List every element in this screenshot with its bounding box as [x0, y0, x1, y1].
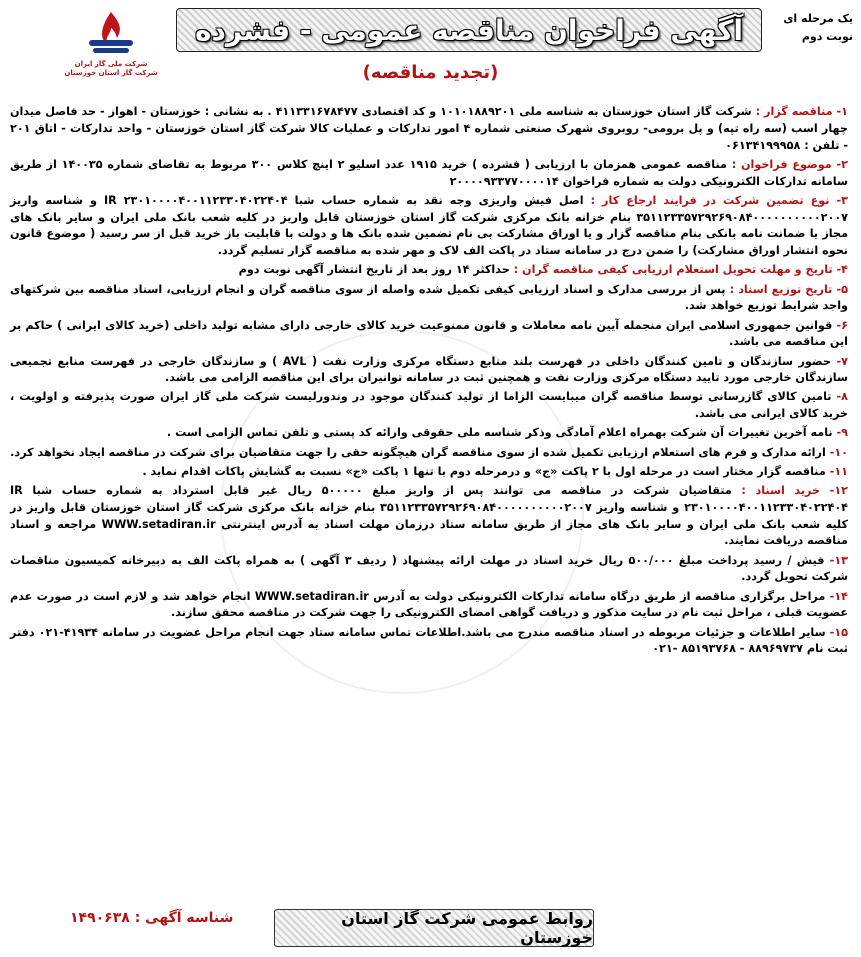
item-14 [10, 589, 848, 623]
item-label: ۴- تاریخ و مهلت تحویل استعلام ارزیابی کیفی مناقصه گران : [513, 263, 848, 277]
item-9 [10, 425, 848, 442]
item-text: تامین کالای گازرسانی توسط مناقصه گران میبایست الزاما از تولید کنندگان موجود در وندورلیست شرکت ملی گاز ایران صورت پذیرفته و اولویت ، خرید کالای ایرانی می باشد. [10, 390, 848, 421]
item-10 [10, 445, 848, 462]
stage-label: یک مرحله ای [783, 12, 853, 25]
item-5 [10, 282, 848, 316]
item-text: مراحل برگزاری مناقصه از طریق درگاه سامانه تدارکات الکترونیکی دولت به آدرس WWW.setadiran.ir انجام خواهد شد و لازم است در صورت عدم عضویت قبلی ، مراحل ثبت نام در سایت مذکور و دریافت گواهی امضای الکترونیکی را جهت شرکت در مناقصه محقق سازند. [10, 589, 848, 620]
item-text: فیش / رسید پرداخت مبلغ ۵۰۰/۰۰۰ ریال خرید اسناد در مهلت ارائه پیشنهاد ( ردیف ۳ آگهی ) به همراه پاکت الف به دبیرخانه کمیسیون مناقصات شرکت تحویل گردد. [10, 553, 848, 584]
item-text: پس از بررسی مدارک و اسناد ارزیابی کیفی تکمیل شده واصله از سوی مناقصه گران و انجام ارزیابی، اسناد مناقصه بین شرکتهای واجد شرایط توزیع خواهد شد. [10, 282, 848, 313]
item-7 [10, 354, 848, 388]
item-label: ۱۲- خرید اسناد : [741, 484, 848, 498]
public-relations-label: روابط عمومی شرکت گاز استان خوزستان [341, 909, 593, 947]
item-label: ۲- موضوع فراخوان : [731, 157, 848, 171]
item-text: قوانین جمهوری اسلامی ایران منجمله آیین نامه معاملات و قانون ممنوعیت خرید کالای خارجی دارای مشابه تولید داخلی (خرید کالای ایرانی ) حاکم بر این مناقصه می باشد. [10, 318, 848, 349]
item-11 [10, 464, 848, 481]
item-text: حضور سازندگان و تامین کنندگان داخلی در فهرست بلند منابع دستگاه مرکزی وزارت نفت ( AVL ) و سازندگان خارجی در فهرست منابع تجمیعی سازندگان خارجی مورد تایید دستگاه مرکزی وزارت نفت و همچنین ثبت در سامانه توانیران برای این مناقصه الزامی می باشد. [10, 354, 848, 385]
item-text: اصل فیش واریزی وجه نقد به شماره حساب شبا IR ۲۳۰۱۰۰۰۰۴۰۰۱۱۲۳۳۰۴۰۲۲۴۰۴ و شناسه واریز ۳۵۱۱۲۳۳۵۷۲۹۲۶۹۰۸۴۰۰۰۰۰۰۰۰۰۰۲۰۰۷ بنام خزانه بانک مرکزی شرکت گاز استان خوزستان قابل واریز در کلیه شعب بانک ملی ایران و سایر بانک های مجاز یا ضمانت نامه بانکی بنام مناقصه گزار و یا اوراق مشارکت بی نام تضمین شده بانک ها و دولت با قابلیت باز خرید قبل از سر رسید ( موضوع قانون نحوه انتشار اوراق مشارکت) را ضمن درج در سامانه ستاد در پاکت الف لاک و مهر شده به مناقصه گزار تسلیم گردد. [10, 193, 848, 258]
item-3 [10, 193, 848, 260]
item-text: متقاضیان شرکت در مناقصه می توانند پس از واریز مبلغ ۵۰۰۰۰۰ ریال غیر قابل استرداد به شماره حساب شبا IR ۲۳۰۱۰۰۰۰۴۰۰۱۱۲۳۳۰۴۰۲۲۴۰۴ و شناسه واریز ۳۵۱۱۲۳۳۵۷۲۹۲۶۹۰۸۴۰۰۰۰۰۰۰۰۰۰۲۰۰۷ بنام خزانه بانک مرکزی شرکت گاز استان خوزستان قابل واریز در کلیه شعب بانک ملی ایران و سایر بانک های مجاز از طریق سامانه ستاد درزمان مهلت اسناد به آدرس اینترنتی WWW.setadiran.ir مراجعه و اسناد مناقصه دریافت نمایند. [10, 484, 849, 548]
item-15 [10, 625, 848, 659]
item-12 [10, 483, 848, 550]
item-13 [10, 553, 848, 587]
item-label: ۳- نوع تضمین شرکت در فرایند ارجاع کار : [590, 193, 848, 207]
stage-info [763, 10, 853, 46]
item-label: ۱۰- [829, 445, 848, 459]
notice-body [10, 104, 848, 661]
item-text: مناقصه گزار مختار است در مرحله اول با ۲ پاکت «ج» و درمرحله دوم با تنها ۱ پاکت «ج» نسبت به گشایش پاکات اقدام نماید . [142, 464, 830, 478]
item-text: نامه آخرین تغییرات آن شرکت بهمراه اعلام آمادگی وذکر شناسه ملی حقوقی وارائه کد پستی و تلفن تماس الزامی است . [166, 426, 837, 440]
item-label: ۶- [836, 318, 848, 332]
item-6 [10, 318, 848, 352]
item-8 [10, 389, 848, 423]
public-relations-banner [274, 909, 594, 947]
item-text: سایر اطلاعات و جزئیات مربوطه در اسناد مناقصه مندرج می باشد.اطلاعات تماس سامانه ستاد جهت انجام مراحل عضویت در سامانه ۴۱۹۳۴-۰۲۱ دفتر ثبت نام ۸۸۹۶۹۷۳۷ - ۸۵۱۹۳۷۶۸ -۰۲۱ [10, 625, 848, 656]
item-label: ۱- مناقصه گزار : [755, 105, 848, 118]
item-label: ۱۱- [829, 464, 848, 478]
gas-flame-icon [81, 10, 141, 56]
item-label: ۵- تاریخ توزیع اسناد : [729, 282, 848, 296]
item-label: ۸- [836, 390, 848, 404]
round-label: نوبت دوم [801, 30, 853, 43]
logo-line-2: شرکت گاز استان خوزستان [64, 69, 158, 77]
item-label: ۷- [836, 354, 848, 368]
item-label: ۱۴- [829, 589, 848, 603]
item-4 [10, 262, 848, 279]
item-label: ۱۵- [829, 625, 848, 639]
title-banner [176, 8, 762, 52]
logo-line-1: شرکت ملی گاز ایران [74, 60, 148, 68]
item-text: مناقصه عمومی همزمان با ارزیابی ( فشرده ) خرید ۱۹۱۵ عدد اسلیو ۲ اینچ کلاس ۳۰۰ مربوط به تقاضای شماره ۱۴۰۰۳۵ از طریق سامانه تدارکات الکترونیکی دولت به شماره فراخوان ۲۰۰۰۰۹۳۳۷۷۰۰۰۰۱۴ [10, 157, 848, 188]
item-text: ارائه مدارک و فرم های استعلام ارزیابی تکمیل شده از سوی مناقصه گران هیچگونه حقی را جهت متقاضیان برای شرکت در مناقصه ایجاد نخواهد کرد. [10, 445, 830, 459]
renewal-label: (تجدید مناقصه) [362, 62, 499, 83]
item-label: ۹- [836, 426, 848, 440]
item-text: شرکت گاز استان خوزستان به شناسه ملی ۱۰۱۰۱۸۸۹۲۰۱ و کد اقتصادی ۴۱۱۳۳۱۶۷۸۴۷۷ . به نشانی : خوزستان - اهواز - حد فاصل میدان چهار اسب (سه راه تپه) و پل برومی- روبروی شهرک صنعتی شماره ۴ امور تدارکات و عملیات کالا شرکت گاز استان خوزستان - واحد تدارکات - اتاق ۲۰۱ - تلفن : ۰۶۱۳۴۱۹۹۹۵۸ [10, 105, 848, 152]
item-label: ۱۳- [829, 553, 848, 567]
item-text: حداکثر ۱۴ روز بعد از تاریخ انتشار آگهی نوبت دوم [238, 263, 514, 277]
item-2 [10, 157, 848, 191]
item-1 [10, 104, 848, 154]
ad-id: شناسه آگهی : ۱۴۹۰۶۳۸ [70, 910, 234, 926]
notice-title: آگهی فراخوان مناقصه عمومی - فشرده [194, 13, 744, 47]
